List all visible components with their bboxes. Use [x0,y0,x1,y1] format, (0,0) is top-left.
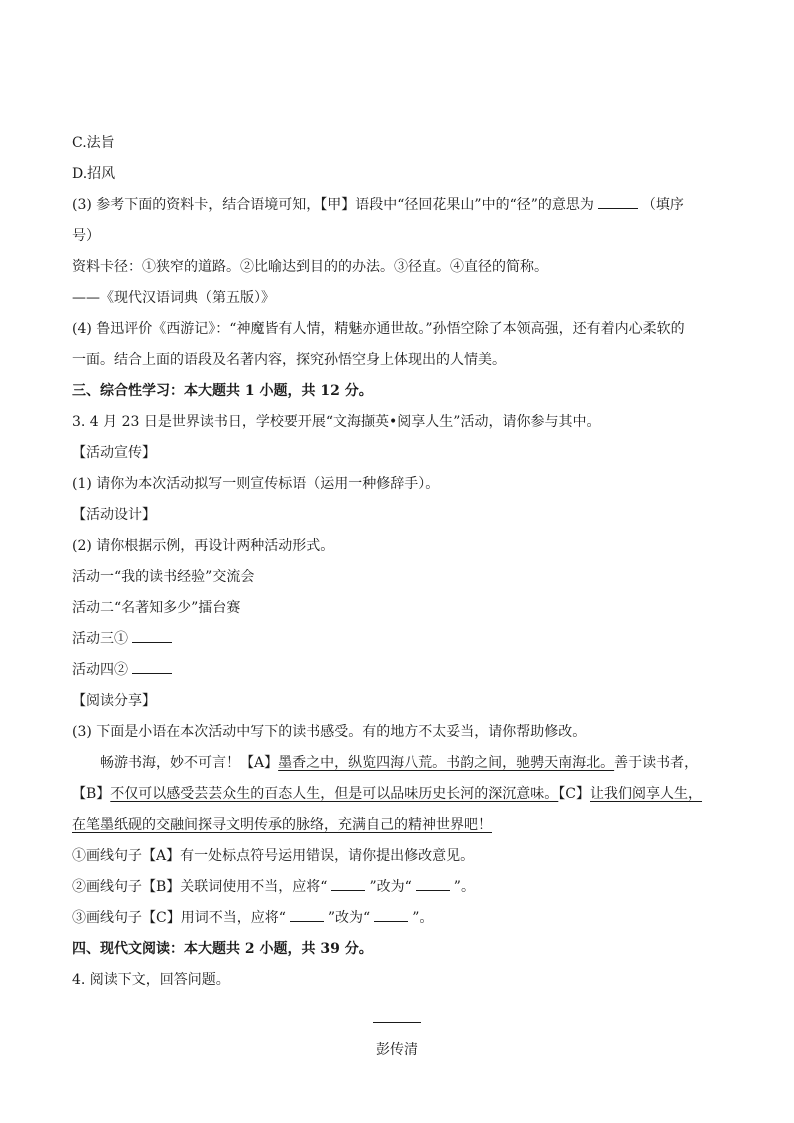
passage-line-1 [72,748,722,779]
sentence-a: 墨香之中，纵览四海八荒。书韵之间，驰骋天南海北。 [278,755,615,771]
question-3-intro: 3. 4 月 23 日是世界读书日，学校要开展“文海撷英•阅享人生”活动，请你参与其中。 [72,414,601,430]
share-heading: 【阅读分享】 [72,693,156,709]
activity-4-label: 活动四② [72,662,128,678]
reference-card: 资料卡径：①狭窄的道路。②比喻达到目的的办法。③径直。④直径的简称。 [72,259,548,275]
promo-question: (1) 请你为本次活动拟写一则宣传标语（运用一种修辞手）。 [72,476,440,492]
sub-question-3-text: ③画线句子【C】用词不当，应将“ [72,910,286,926]
answer-blank [132,628,172,643]
answer-blank [132,659,172,674]
mark-c: 【C】 [558,786,591,802]
passage-line-2 [72,779,722,810]
article-author: 彭传清 [376,1042,418,1058]
sub-question-1: ①画线句子【A】有一处标点符号运用错误，请你提出修改意见。 [72,848,475,864]
design-question: (2) 请你根据示例，再设计两种活动形式。 [72,538,335,554]
design-heading: 【活动设计】 [72,507,156,523]
passage-line-3 [72,810,722,841]
section-4-heading: 四、现代文阅读：本大题共 2 小题，共 39 分。 [72,941,373,957]
option-c: C.法旨 [72,135,115,151]
sub-question-3 [72,903,722,934]
passage-mid: 善于读书者， [614,755,699,771]
answer-blank [598,194,638,209]
question-3-continued: 号） [72,228,100,244]
reference-source: ——《现代汉语词典（第五版）》 [72,290,275,306]
sub-question-2-end: ”。 [453,879,475,895]
activity-3 [72,624,722,655]
question-3-suffix: （填序 [641,197,684,213]
sentence-c-part-2: 在笔墨纸砚的交融间探寻文明传承的脉络，充满自己的精神世界吧！ [72,817,492,833]
sub-question-2 [72,872,722,903]
answer-blank [374,907,408,922]
article-title-blank [72,1004,722,1035]
answer-blank [416,876,450,891]
answer-blank [331,876,365,891]
title-blank-line [373,1012,421,1023]
activity-3-label: 活动三① [72,631,128,647]
activity-4 [72,655,722,686]
sub-question-3-mid: ”改为“ [327,910,371,926]
share-question: (3) 下面是小语在本次活动中写下的读书感受。有的地方不太妥当，请你帮助修改。 [72,724,587,740]
option-d: D.招风 [72,166,116,182]
passage-start: 畅游书海，妙不可言！【A】 [100,755,279,771]
section-3-heading: 三、综合性学习：本大题共 1 小题，共 12 分。 [72,383,373,399]
question-3-line [72,190,722,221]
answer-blank [290,907,324,922]
sub-question-3-end: ”。 [412,910,434,926]
question-3-text: (3) 参考下面的资料卡，结合语境可知，【甲】语段中“径回花果山”中的“径”的意思为 [72,197,594,213]
sentence-c-part-1: 让我们阅享人生， [590,786,703,802]
sentence-b: 不仅可以感受芸芸众生的百态人生，但是可以品味历史长河的深沉意味。 [110,786,559,802]
activity-2: 活动二“名著知多少”擂台赛 [72,600,241,616]
activity-1: 活动一“我的读书经验”交流会 [72,569,255,585]
sub-question-2-mid: ”改为“ [369,879,412,895]
question-4-line-2: 一面。结合上面的语段及名著内容，探究孙悟空身上体现出的人情美。 [72,352,506,368]
question-4-intro: 4. 阅读下文，回答问题。 [72,972,230,988]
mark-b: 【B】 [72,786,111,802]
promo-heading: 【活动宣传】 [72,445,156,461]
sub-question-2-text: ②画线句子【B】关联词使用不当，应将“ [72,879,328,895]
question-4-line-1: (4) 鲁迅评价《西游记》：“神魔皆有人情，精魅亦通世故。”孙悟空除了本领高强，还有着内心柔软的 [72,321,685,337]
document-page [72,128,722,1066]
